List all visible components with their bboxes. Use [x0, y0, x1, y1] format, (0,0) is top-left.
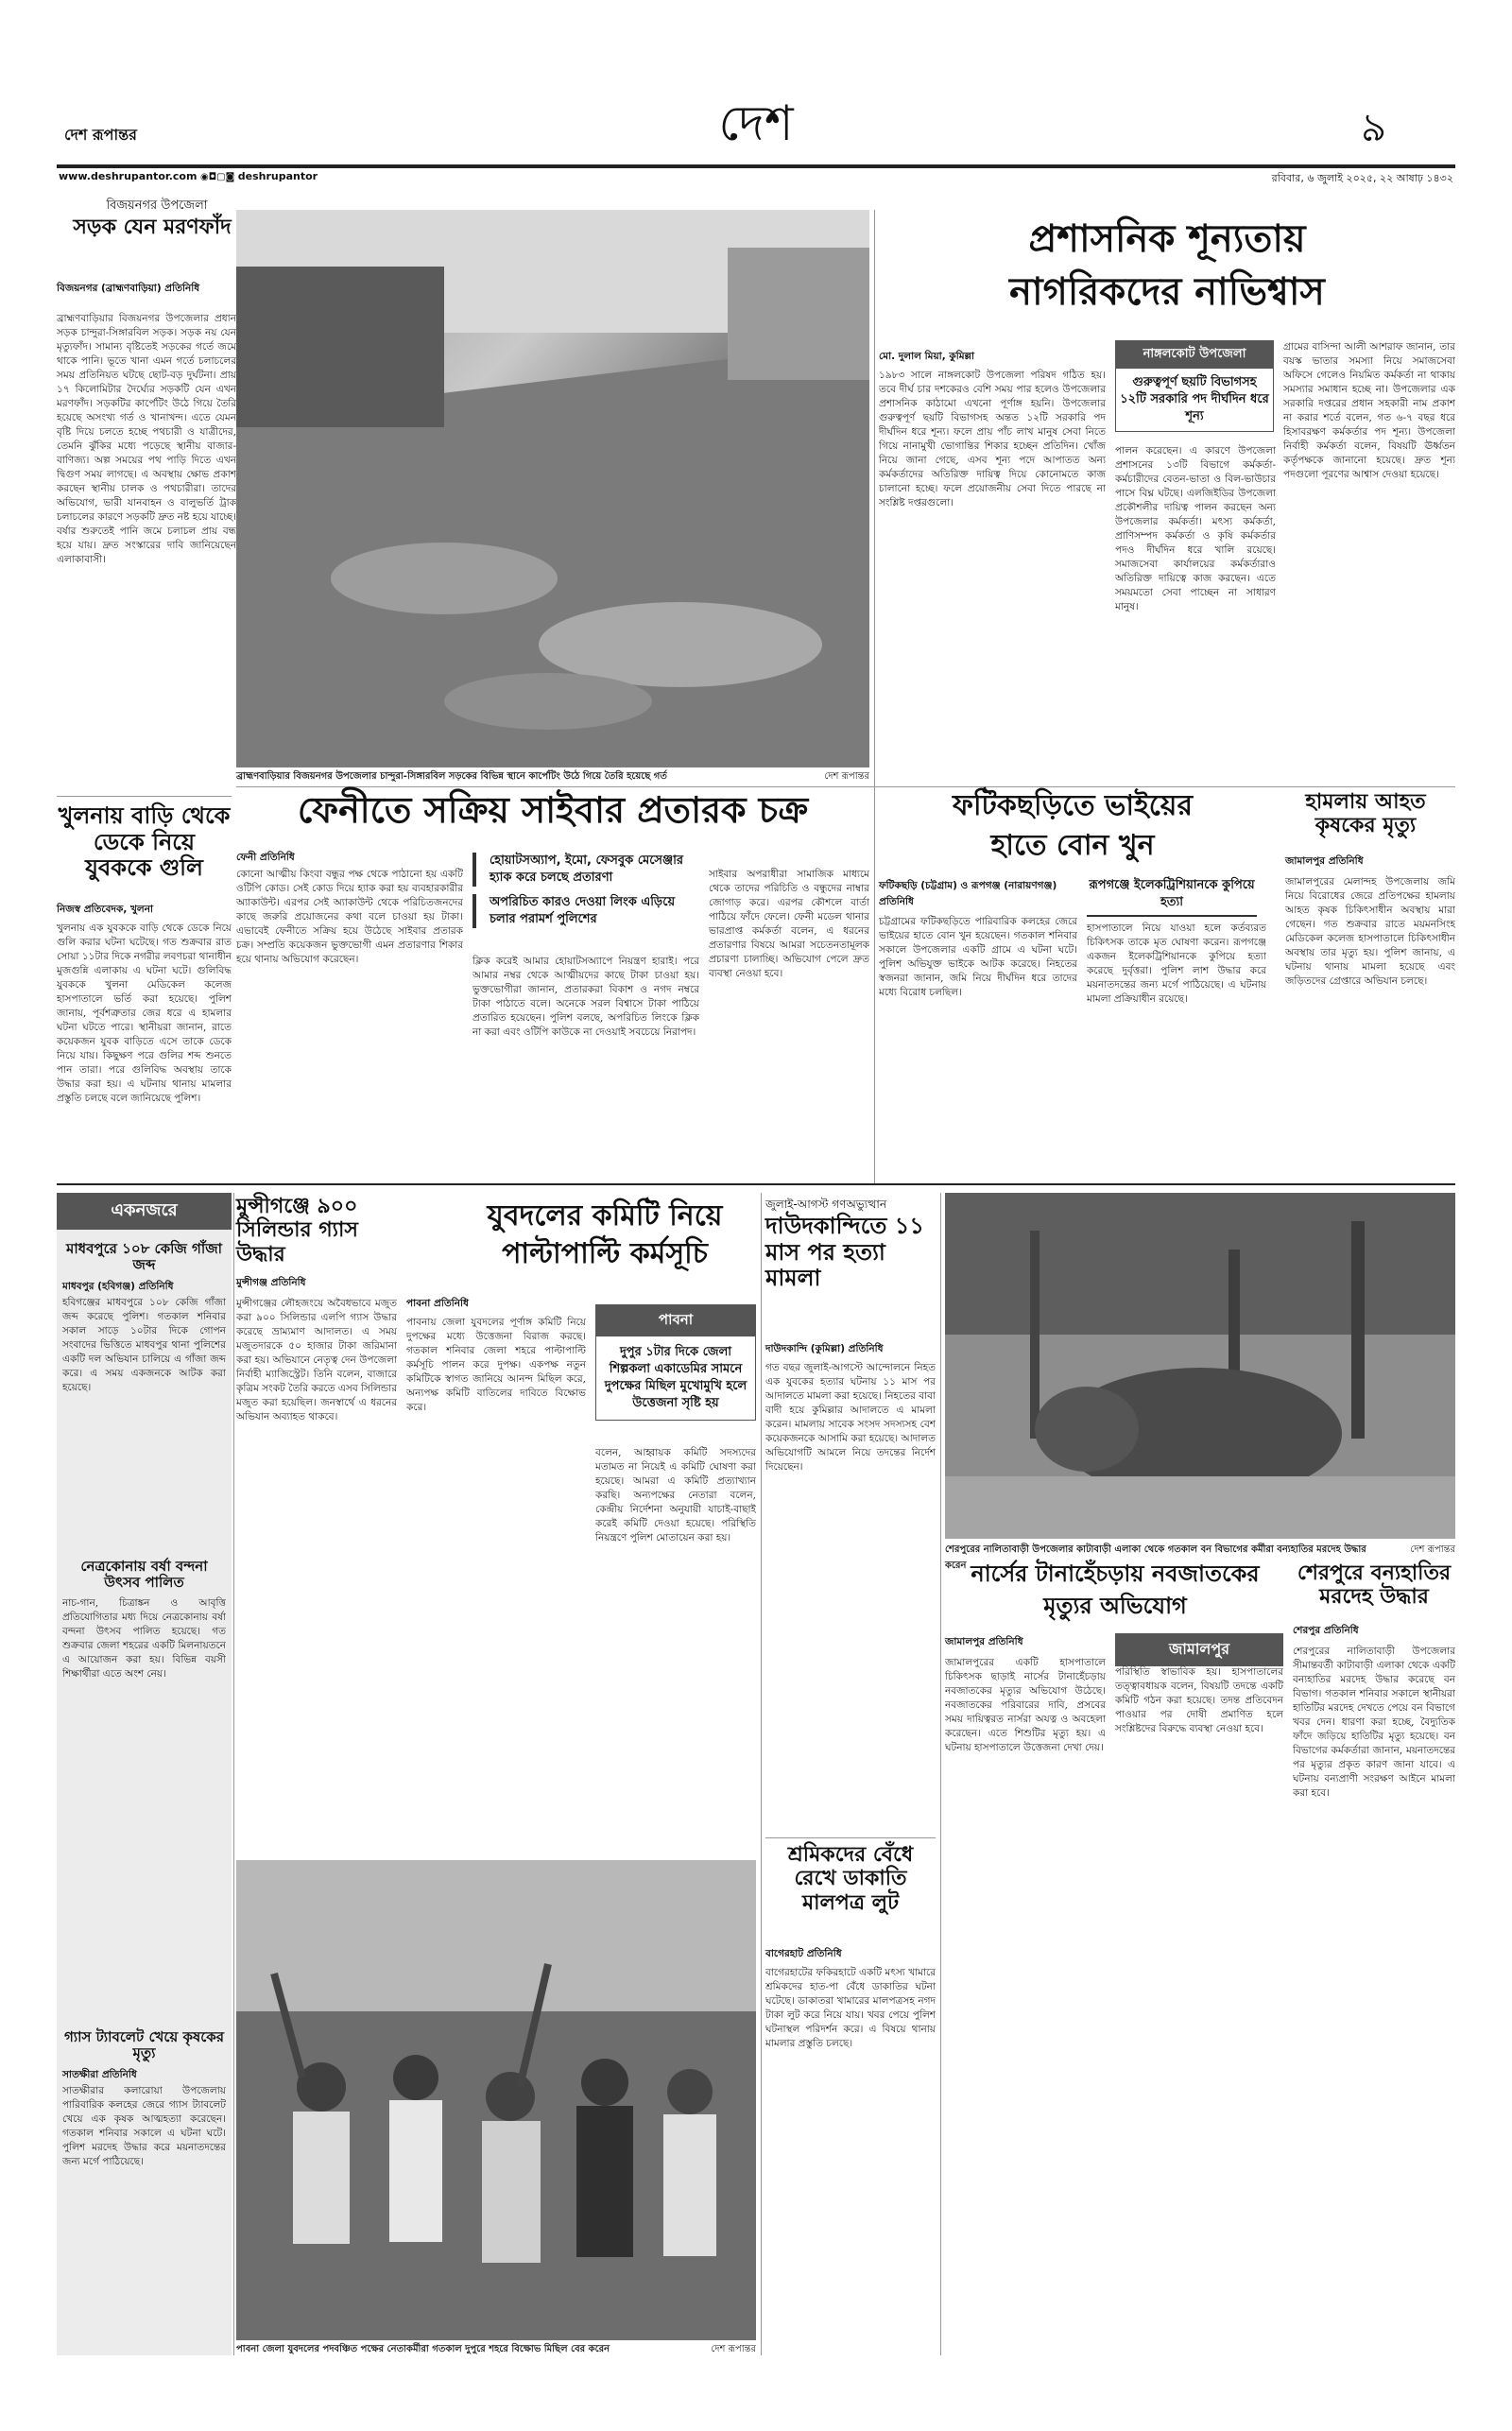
- elephant-photo-credit: দেশ রূপান্তর: [1410, 1544, 1455, 1555]
- headline-munshiganj[interactable]: মুন্সীগঞ্জে ৯০০ সিলিন্ডার গ্যাস উদ্ধার: [236, 1195, 358, 1267]
- glance-headline-1[interactable]: মাধবপুরে ১০৮ কেজি গাঁজা জব্দ: [65, 1240, 223, 1274]
- divider-robbery-top: [765, 1837, 936, 1838]
- rally-photo-caption: পাবনা জেলা যুবদলের পদবঞ্চিত পক্ষের নেতাকর্মীরা গতকাল দুপুরে শহরে বিক্ষোভ মিছিল বের করেন: [236, 2344, 610, 2354]
- headline-nurse-1[interactable]: নার্সের টানাহেঁচড়ায় নবজাতকের: [971, 1560, 1260, 1587]
- byline-fatik: ফটিকছড়ি (চট্টগ্রাম) ও রূপগঞ্জ (নারায়ণগঞ্জ) প্রতিনিধি: [879, 880, 1057, 907]
- body-nurse-col2: পরিস্থিতি স্বাভাবিক হয়। হাসপাতালের তত্ত্বাবধায়ক বলেন, বিষয়টি তদন্তে একটি কমিটি গঠন করা হয়েছে। তদন্ত প্রতিবেদন পাওয়ার পর দোষী প্রমাণিত হলে সংশ্লিষ্টদের বিরুদ্ধে ব্যবস্থা নেওয়া হবে।: [1115, 1666, 1283, 1734]
- headline-admin-1[interactable]: প্রশাসনিক শূন্যতায়: [1028, 217, 1306, 261]
- feni-bullets: [472, 853, 699, 928]
- byline-nurse: জামালপুর প্রতিনিধি: [945, 1636, 1023, 1647]
- admin-box-title: নাঙ্গলকোট উপজেলা: [1116, 341, 1273, 369]
- glance-item: [57, 1230, 232, 1547]
- headline-wild-elephant[interactable]: শেরপুরে বন্যহাতির মরদেহ উদ্ধার: [1297, 1561, 1452, 1610]
- feni-bullet-2: অপরিচিত কারও দেওয়া লিংক এড়িয়ে চলার পরামর্শ পুলিশের: [472, 894, 699, 928]
- nurse-box-title: জামালপুর: [1115, 1633, 1283, 1666]
- jubodal-box-text: দুপুর ১টার দিকে জেলা শিল্পকলা একাডেমির সামনে দুপক্ষের মিছিল মুখোমুখি হলে উত্তেজনা সৃষ্টি হয়: [604, 1345, 747, 1410]
- website-link[interactable]: www.deshrupantor.com: [59, 170, 198, 182]
- jubodal-box-title: পাবনা: [596, 1305, 755, 1336]
- elephant-photo-svg: [945, 1193, 1455, 1539]
- body-feni-col1: কোনো আত্মীয় কিংবা বন্ধুর পক্ষ থেকে পাঠানো হয় একটি ওটিপি কোড। সেই কোড দিয়ে হ্যাক করা হয় ব্যবহারকারীর অ্যাকাউন্ট। এরপর সেই অ্যাকাউন্ট থেকে পরিচিতজনদের কাছে জরুরি প্রয়োজনের কথা বলে চাওয়া হয় টাকা। এভাবেই ফেনীতে সক্রিয় হয়ে উঠেছে সাইবার প্রতারক চক্র। সম্প্রতি কয়েকজন ভুক্তভোগী এমন প্রতারণার শিকার হয়ে থানায় অভিযোগ করেছেন।: [236, 869, 463, 965]
- byline-road: বিজয়নগর (ব্রাহ্মণবাড়িয়া) প্রতিনিধি: [57, 283, 200, 294]
- byline-wild-elephant: শেরপুর প্রতিনিধি: [1293, 1625, 1359, 1636]
- body-munshiganj: মুন্সীগঞ্জের লৌহজংয়ে অবৈধভাবে মজুত করা ৯০০ সিলিন্ডার এলপি গ্যাস উদ্ধার করেছে ভ্রাম্যমাণ আদালত। এ সময় মজুতদারকে ৫০ হাজার টাকা জরিমানা করা হয়। অভিযানে নেতৃত্ব দেন উপজেলা নির্বাহী ম্যাজিস্ট্রেট। তিনি বলেন, বাজারে কৃত্রিম সংকট তৈরি করতে এসব সিলিন্ডার মজুত করা হয়েছিল। জনস্বার্থে এ ধরনের অভিযান অব্যাহত থাকবে।: [236, 1298, 397, 1422]
- section-title: দেশ: [718, 95, 794, 152]
- byline-khulna: নিজস্ব প্রতিবেদক, খুলনা: [57, 904, 154, 915]
- divider-middle: [57, 1183, 1455, 1185]
- road-photo-credit: দেশ রূপান্তর: [824, 771, 869, 782]
- rally-photo: [236, 1860, 756, 2340]
- headline-daudkandi[interactable]: দাউদকান্দিতে ১১ মাস পর হত্যা মামলা: [765, 1213, 924, 1292]
- byline-attack: জামালপুর প্রতিনিধি: [1285, 855, 1364, 867]
- glance-headline-2[interactable]: নেত্রকোনায় বর্ষা বন্দনা উৎসব পালিত: [80, 1557, 208, 1591]
- kicker-daudkandi: জুলাই-আগস্ট গণঅভ্যুত্থান: [765, 1198, 887, 1211]
- body-fatik-col1: চট্টগ্রামের ফটিকছড়িতে পারিবারিক কলহের জেরে ভাইয়ের হাতে বোন খুন হয়েছেন। গতকাল শনিবার সকালে উপজেলার একটি গ্রামে এ ঘটনা ঘটে। পুলিশ অভিযুক্ত ভাইকে আটক করেছে। নিহতের স্বজনরা জানান, জমি নিয়ে দীর্ঘদিন ধরে তাদের মধ্যে বিরোধ চলছিল।: [879, 916, 1077, 998]
- body-jubodal-col1: পাবনায় জেলা যুবদলের পূর্ণাঙ্গ কমিটি নিয়ে দুপক্ষের মধ্যে উত্তেজনা বিরাজ করছে। গতকাল শনিবার জেলা শহরে পাল্টাপাল্টি কর্মসূচি পালন করে দুপক্ষ। একপক্ষ নতুন কমিটিকে স্বাগত জানিয়ে আনন্দ মিছিল করে, অন্যপক্ষ কমিটি বাতিলের দাবিতে বিক্ষোভ করে।: [406, 1317, 586, 1413]
- headline-jubodal-1[interactable]: যুবদলের কমিটি নিয়ে: [487, 1199, 723, 1233]
- fatik-subhead: রূপগঞ্জে ইলেকট্রিশিয়ানকে কুপিয়ে হত্যা: [1087, 877, 1257, 917]
- body-jubodal-col2: বলেন, আহ্বায়ক কমিটি সদস্যদের মতামত না নিয়েই এ কমিটি ঘোষণা করা হয়েছে। আমরা এ কমিটি প্রত্যাখ্যান করছি। অন্যপক্ষের নেতারা বলেন, কেন্দ্রীয় নির্দেশনা অনুযায়ী যাচাই-বাছাই করেই কমিটি দেওয়া হয়েছে। পরিস্থিতি নিয়ন্ত্রণে পুলিশ মোতায়েন করা হয়।: [595, 1447, 756, 1543]
- byline-munshiganj: মুন্সীগঞ্জ প্রতিনিধি: [236, 1277, 306, 1288]
- page-number: ৯: [1361, 104, 1387, 150]
- body-fatik-col2: হাসপাতালে নিয়ে যাওয়া হলে কর্তব্যরত চিকিৎসক তাকে মৃত ঘোষণা করেন। রূপগঞ্জে একজন ইলেকট্রিশিয়ানকে কুপিয়ে হত্যা করেছে দুর্বৃত্তরা। পুলিশ লাশ উদ্ধার করে ময়নাতদন্তের জন্য মর্গে পাঠিয়েছে। এ ঘটনায় মামলা প্রক্রিয়াধীন রয়েছে।: [1087, 922, 1266, 1005]
- body-road: ব্রাহ্মণবাড়িয়ার বিজয়নগর উপজেলার প্রধান সড়ক চান্দুরা-সিঙ্গারবিল সড়ক। সড়ক নয় যেন মৃত্যুফাঁদ। সামান্য বৃষ্টিতেই সড়কের গর্তে জমে থাকে পানি। ভূতে খানা এমন গর্তে চলাচলের সময় প্রতিনিয়ত ঘটছে ছোট-বড় দুর্ঘটনা। প্রায় ১৭ কিলোমিটার দৈর্ঘ্যের সড়কটি যেন এখন মরণফাঁদ। সড়কটির কার্পেটিং উঠে গিয়ে তৈরি হয়েছে অসংখ্য গর্ত ও খানাখন্দ। এতে যেমন বৃষ্টি দিয়ে চলতে হচ্ছে পথচারী ও যাত্রীদের, তেমনি ঝুঁকির মধ্যে পড়েছে স্থানীয় বাজার-বাণিজ্য। অল্প সময়ের পথ পাড়ি দিতে এখন দ্বিগুণ সময় লাগছে। এ অবস্থায় ক্ষোভ প্রকাশ করছেন স্থানীয় চালক ও পথচারীরা। তাদের অভিযোগ, ভারী যানবাহন ও বালুভর্তি ট্রাক চলাচলের কারণে সড়কটি দ্রুত নষ্ট হয়ে যাচ্ছে। বর্ষার শুরুতেই পানি জমে চলাচল প্রায় বন্ধ হয়ে যায়। দ্রুত সংস্কারের দাবি জানিয়েছেন এলাকাবাসী।: [57, 313, 236, 565]
- masthead-rule: [57, 164, 1455, 168]
- body-daudkandi: গত বছর জুলাই-আগস্টে আন্দোলনে নিহত এক যুবকের হত্যার ঘটনায় ১১ মাস পর আদালতে মামলা করা হয়েছে। নিহতের বাবা বাদী হয়ে কুমিল্লার আদালতে এ মামলা করেন। মামলায় সাবেক সংসদ সদস্যসহ বেশ কয়েকজনকে আসামি করা হয়েছে। আদালত অভিযোগটি আমলে নিয়ে তদন্তের নির্দেশ দিয়েছেন।: [765, 1362, 936, 1473]
- admin-box: [1115, 340, 1274, 432]
- elephant-photo-caption: শেরপুরের নালিতাবাড়ী উপজেলার কাটাবাড়ী এলাকা থেকে গতকাল বন বিভাগের কর্মীরা বন্যহাতির মরদেহ উদ্ধার করেন: [945, 1544, 1366, 1571]
- byline-robbery: বাগেরহাট প্রতিনিধি: [765, 1948, 842, 1959]
- body-admin-col2: পালন করেছেন। এ কারণে উপজেলা প্রশাসনের ১৩টি বিভাগে কর্মকর্তা-কর্মচারীদের বেতন-ভাতা ও বিল-ভাউচার পাসে বিঘ্ন ঘটছে। এলজিইডির উপজেলা প্রকৌশলীর দায়িত্ব পালন করছেন অন্য উপজেলার কর্মকর্তা। মৎস্য কর্মকর্তা, প্রাণিসম্পদ কর্মকর্তা ও কৃষি কর্মকর্তার পদও দীর্ঘদিন ধরে খালি রয়েছে। সমাজসেবা কার্যালয়ের কর্মকর্তারাও অতিরিক্ত দায়িত্বে কাজ করছেন। এতে সময়মতো সেবা পাচ্ছেন না সাধারণ মানুষ।: [1115, 445, 1276, 612]
- byline-jubodal: পাবনা প্রতিনিধি: [406, 1298, 469, 1309]
- issue-date: রবিবার, ৬ জুলাই ২০২৫, ২২ আষাঢ় ১৪৩২: [1271, 172, 1453, 184]
- social-icons: ◉◘▢◙: [200, 172, 238, 182]
- nurse-box: [1115, 1633, 1283, 1666]
- road-photo-caption: ব্রাহ্মণবাড়িয়ার বিজয়নগর উপজেলার চান্দুরা-সিঙ্গারবিল সড়কের বিভিন্ন স্থানে কার্পেটিং উঠে গিয়ে তৈরি হয়েছে গর্ত: [236, 771, 667, 782]
- byline-admin: মো. দুলাল মিয়া, কুমিল্লা: [879, 351, 975, 362]
- column-rule: [233, 1193, 234, 2355]
- admin-box-text: গুরুত্বপূর্ণ ছয়টি বিভাগসহ ১২টি সরকারি পদ দীর্ঘদিন ধরে শূন্য: [1120, 375, 1269, 423]
- body-feni-col3: সাইবার অপরাধীরা সামাজিক মাধ্যমে থেকে তাদের পরিচিতি ও বন্ধুদের নাম্বার জোগাড় করে। এরপর কৌশলে বার্তা পাঠিয়ে ফাঁদে ফেলে। ফেনী মডেল থানার ভারপ্রাপ্ত কর্মকর্তা বলেন, এ ধরনের প্রতারণার বিষয়ে আমরা সচেতনতামূলক প্রচারণা চালাচ্ছি। অভিযোগ পেলে দ্রুত ব্যবস্থা নেওয়া হবে।: [709, 869, 869, 979]
- headline-nurse-2[interactable]: মৃত্যুর অভিযোগ: [1043, 1593, 1187, 1619]
- headline-attack[interactable]: হামলায় আহত কৃষকের মৃত্যু: [1305, 790, 1426, 838]
- divider-feni-top: [236, 786, 1455, 787]
- body-feni-col2: ক্লিক করেই আমার হোয়াটসঅ্যাপে নিয়ন্ত্রণ হারাই। পরে আমার নম্বর থেকে আত্মীয়দের কাছে টাকা চাওয়া হয়। ভুক্তভোগীরা জানান, প্রতারকরা বিকাশ ও নগদ নম্বরে টাকা পাঠাতে বলে। অনেকে সরল বিশ্বাসে টাকা পাঠিয়ে প্রতারিত হয়েছেন। পুলিশ বলছে, অপরিচিত লিংকে ক্লিক না করা এবং ওটিপি কাউকে না দেওয়াই সবচেয়ে নিরাপদ।: [472, 956, 699, 1038]
- body-robbery: বাগেরহাটের ফকিরহাটে একটি মৎস্য খামারে শ্রমিকদের হাত-পা বেঁধে ডাকাতির ঘটনা ঘটেছে। ডাকাতরা খামারের মালপত্রসহ নগদ টাকা লুট করে নিয়ে যায়। খবর পেয়ে পুলিশ ঘটনাস্থল পরিদর্শন করে। এ বিষয়ে থানায় মামলার প্রস্তুতি চলছে।: [765, 1967, 936, 2049]
- brand-logo[interactable]: দেশ রূপান্তর: [64, 126, 137, 144]
- glance-body-3: সাতক্ষীরার কলারোয়া উপজেলায় পারিবারিক কলহের জেরে গ্যাস ট্যাবলেট খেয়ে এক কৃষক আত্মহত্যা করেছেন। গতকাল শনিবার সকালে এ ঘটনা ঘটে। পুলিশ মরদেহ উদ্ধার করে ময়নাতদন্তের জন্য মর্গে পাঠিয়েছে।: [62, 2084, 226, 2167]
- body-admin-col1: ১৯৮৩ সালে নাঙ্গলকোট উপজেলা পরিষদ গঠিত হয়। তবে দীর্ঘ চার দশকেরও বেশি সময় পার হলেও উপজেলার প্রশাসনিক কাঠামো এখনো পূর্ণাঙ্গ হয়নি। উপজেলার গুরুত্বপূর্ণ ছয়টি বিভাগসহ অন্তত ১২টি সরকারি পদ দীর্ঘদিন ধরে শূন্য। ফলে প্রায় পাঁচ লাখ মানুষ সেবা নিতে গিয়ে নানামুখী ভোগান্তির শিকার হচ্ছেন প্রতিদিন। খোঁজ নিয়ে জানা গেছে, এসব শূন্য পদে আপাতত অন্য কর্মকর্তাদের অতিরিক্ত দায়িত্ব দিয়ে কোনোমতে কাজ চালানো হচ্ছে। ফলে প্রয়োজনীয় সেবা দিতে পারছে না সংশ্লিষ্ট দপ্তরগুলো।: [879, 370, 1106, 509]
- body-attack: জামালপুরের মেলান্দহ উপজেলায় জমি নিয়ে বিরোধের জেরে প্রতিপক্ষের হামলায় আহত কৃষক চিকিৎসাধীন অবস্থায় মারা গেছেন। গত শুক্রবার রাতে ময়মনসিংহ মেডিকেল কলেজ হাসপাতালে চিকিৎসাধীন অবস্থায় তার মৃত্যু হয়। পুলিশ জানায়, এ ঘটনায় থানায় মামলা হয়েছে এবং জড়িতদের গ্রেপ্তারে অভিযান চলছে।: [1285, 876, 1455, 987]
- headline-fatik-1[interactable]: ফটিকছড়িতে ভাইয়ের: [953, 789, 1193, 822]
- road-photo-svg: [236, 210, 869, 767]
- glance-body-2: নাচ-গান, চিত্রাঙ্কন ও আবৃত্তি প্রতিযোগিতার মধ্য দিয়ে নেত্রকোনায় বর্ষা বন্দনা উৎসব পালিত হয়েছে। গত শুক্রবার জেলা শহরের একটি মিলনায়তনে এ আয়োজন করা হয়। বিভিন্ন বয়সী শিক্ষার্থীরা এতে অংশ নেয়।: [62, 1597, 226, 1680]
- jubodal-box: [595, 1304, 756, 1421]
- body-admin-col3: গ্রামের বাসিন্দা আলী আশরাফ জানান, তার বয়স্ক ভাতার সমস্যা নিয়ে সমাজসেবা অফিসে গেলেও নিয়মিত কর্মকর্তা না থাকায় সমস্যার সমাধান হচ্ছে না। উপজেলার এক সরকারি দপ্তরের প্রধান সহকারী নাম প্রকাশ না করার শর্তে বলেন, গত ৬-৭ বছর ধরে হিসাবরক্ষণ কর্মকর্তার পদ শূন্য। উপজেলা নির্বাহী কর্মকর্তা বলেন, বিষয়টি ঊর্ধ্বতন কর্তৃপক্ষকে জানানো হয়েছে। দ্রুত শূন্য পদগুলো পূরণের আশ্বাস দেওয়া হয়েছে।: [1283, 341, 1455, 480]
- rally-photo-credit: দেশ রূপান্তর: [711, 2344, 756, 2354]
- byline-feni: ফেনী প্রতিনিধি: [236, 852, 295, 863]
- body-khulna: খুলনায় এক যুবককে বাড়ি থেকে ডেকে নিয়ে গুলি করার ঘটনা ঘটেছে। গত শুক্রবার রাত সোয়া ১১টার দিকে নগরীর লবণচরা থানাধীন মুজগুন্নি এলাকায় এ ঘটনা ঘটে। গুলিবিদ্ধ যুবককে খুলনা মেডিকেল কলেজ হাসপাতালে ভর্তি করা হয়েছে। পুলিশ জানায়, পূর্বশত্রুতার জের ধরে এ হামলার ঘটনা ঘটতে পারে। স্থানীয়রা জানান, রাতে কয়েকজন যুবক বাড়িতে এসে তাকে ডেকে নিয়ে যায়। কিছুক্ষণ পরে গুলির শব্দ শুনতে পান তারা। পরে গুলিবিদ্ধ অবস্থায় তাকে উদ্ধার করা হয়। এ ঘটনায় থানায় মামলার প্রস্তুতি চলছে বলে জানিয়েছে পুলিশ।: [57, 922, 232, 1104]
- byline-daudkandi: দাউদকান্দি (কুমিল্লা) প্রতিনিধি: [765, 1343, 884, 1354]
- body-wild-elephant: শেরপুরের নালিতাবাড়ী উপজেলার সীমান্তবর্তী কাটাবাড়ী এলাকা থেকে একটি বন্যহাতির মরদেহ উদ্ধার করেছে বন বিভাগ। গতকাল শনিবার সকালে স্থানীয়রা হাতিটির মরদেহ দেখতে পেয়ে বন বিভাগে খবর দেন। ধারণা করা হচ্ছে, বৈদ্যুতিক ফাঁদে জড়িয়ে হাতিটির মৃত্যু হয়েছে। বন বিভাগের কর্মকর্তারা জানান, ময়নাতদন্তের পর মৃত্যুর প্রকৃত কারণ জানা যাবে। এ ঘটনায় বন্যপ্রাণী সংরক্ষণ আইনে মামলা করা হবে।: [1293, 1646, 1455, 1799]
- divider-khulna-top: [57, 796, 232, 797]
- column-rule: [940, 1193, 941, 2355]
- column-rule: [761, 1193, 762, 2355]
- glance-headline-3[interactable]: গ্যাস ট্যাবলেট খেয়ে কৃষকের মৃত্যু: [63, 2028, 225, 2062]
- body-nurse-col1: জামালপুরের একটি হাসপাতালে চিকিৎসক ছাড়াই নার্সের টানাহেঁচড়ায় নবজাতকের মৃত্যুর অভিযোগ উঠেছে। নবজাতকের পরিবারের দাবি, প্রসবের সময় দায়িত্বরত নার্সরা অযত্ন ও অবহেলা করেছেন। এতে শিশুটির মৃত্যু হয়। এ ঘটনায় হাসপাতালে উত্তেজনা দেখা দেয়।: [945, 1657, 1106, 1753]
- headline-khulna[interactable]: খুলনায় বাড়ি থেকে ডেকে নিয়ে যুবককে গুলি: [58, 802, 231, 882]
- glance-box: [57, 1193, 232, 2355]
- social-handle-text: deshrupantor: [237, 170, 318, 182]
- glance-title: একনজরে: [57, 1193, 232, 1230]
- headline-road[interactable]: সড়ক যেন মরণফাঁদ: [73, 216, 232, 239]
- rally-photo-svg: [236, 1860, 756, 2340]
- glance-item: [57, 1547, 232, 2019]
- glance-body-1: হবিগঞ্জের মাধবপুরে ১০৮ কেজি গাঁজা জব্দ করেছে পুলিশ। গতকাল শনিবার সকাল সাড়ে ১০টার দিকে গোপন সংবাদের ভিত্তিতে মাধবপুর থানা পুলিশের একটি দল অভিযান চালিয়ে এ গাঁজা জব্দ করে। এ সময় একজনকে আটক করা হয়েছে।: [62, 1296, 226, 1393]
- social-handle[interactable]: [200, 170, 318, 182]
- glance-byline-1: মাধবপুর (হবিগঞ্জ) প্রতিনিধি: [62, 1280, 174, 1292]
- glance-byline-3: সাতক্ষীরা প্রতিনিধি: [62, 2068, 137, 2080]
- headline-feni[interactable]: ফেনীতে সক্রিয় সাইবার প্রতারক চক্র: [297, 789, 809, 831]
- headline-fatik-2[interactable]: হাতে বোন খুন: [990, 829, 1155, 862]
- glance-item: [57, 2018, 232, 2317]
- elephant-photo: [945, 1193, 1455, 1539]
- headline-robbery[interactable]: শ্রমিকদের বেঁধে রেখে ডাকাতি মালপত্র লুট: [787, 1843, 914, 1915]
- feni-bullet-1: হোয়াটসঅ্যাপ, ইমো, ফেসবুক মেসেঞ্জার হ্যাক করে চলছে প্রতারণা: [472, 853, 699, 887]
- headline-admin-2[interactable]: নাগরিকদের নাভিশ্বাস: [1009, 270, 1325, 314]
- road-photo: [236, 210, 869, 767]
- column-rule: [874, 210, 875, 1183]
- headline-jubodal-2[interactable]: পাল্টাপাল্টি কর্মসূচি: [502, 1237, 708, 1270]
- kicker-road: বিজয়নগর উপজেলা: [106, 198, 208, 213]
